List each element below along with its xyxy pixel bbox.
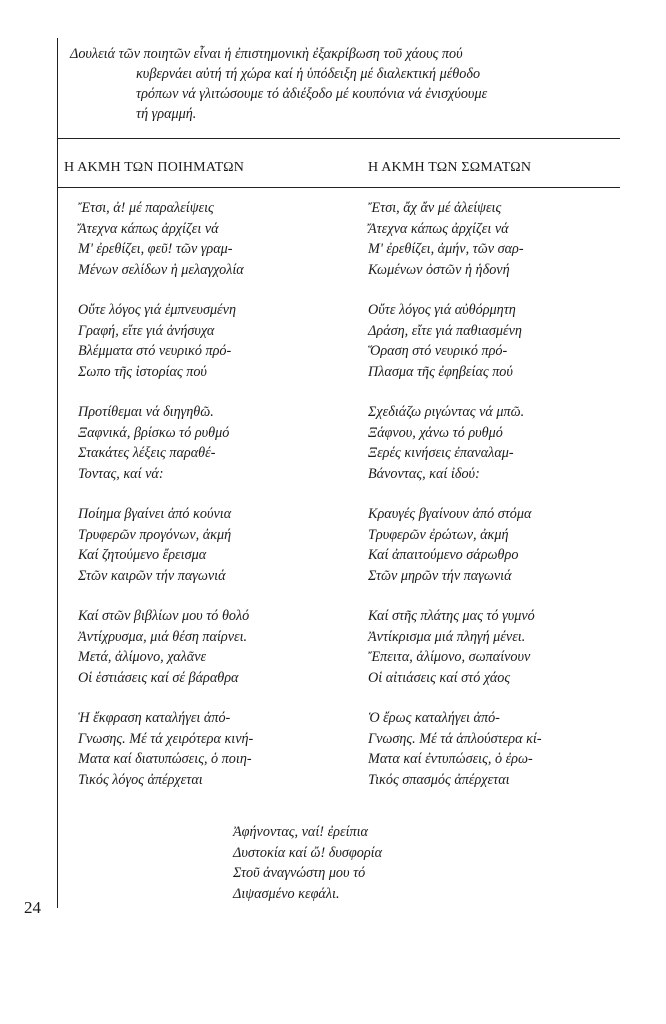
verse-line: Οὔτε λόγος γιά αὐθόρμητη	[368, 302, 516, 318]
verse-line: Καί στῶν βιβλίων μου τό θολό	[78, 608, 250, 624]
stanza	[368, 198, 638, 280]
stanza	[368, 300, 638, 382]
intro-line: κυβερνάει αὐτή τή χώρα καί ἡ ὑπόδειξη μέ διαλεκτική μέθοδο	[136, 66, 481, 82]
verse-line: Κωμένων ὀστῶν ἡ ἡδονή	[368, 261, 510, 278]
verse-line: Γραφή, εἴτε γιά ἀνήσυχα	[78, 322, 215, 339]
verse-line: Ματα καί διατυπώσεις, ὁ ποιη-	[78, 751, 252, 767]
header-rule-top	[57, 138, 620, 139]
verse-line: Κραυγές βγαίνουν ἀπό στόμα	[368, 506, 532, 522]
intro-paragraph	[70, 44, 620, 124]
verse-line: Ἀντίκρισμα μιά πληγή μένει.	[368, 628, 526, 645]
stanza	[368, 606, 638, 688]
verse-line: Ξάφνου, χάνω τό ρυθμό	[368, 424, 503, 441]
verse-line: Ἄτεχνα κάπως ἀρχίζει νά	[78, 220, 219, 237]
verse-line: Τοντας, καί νά:	[78, 465, 164, 482]
verse-line: Ὅραση στό νευρικό πρό-	[368, 343, 508, 359]
heading-left: Η ΑΚΜΗ ΤΩΝ ΠΟΙΗΜΑΤΩΝ	[64, 160, 245, 175]
verse-line: Καί ἀπαιτούμενο σάρωθρο	[368, 547, 519, 563]
verse-line: Μ' ἐρεθίζει, φεῦ! τῶν γραμ-	[78, 241, 233, 257]
page-number: 24	[24, 898, 41, 917]
verse-line: Στακάτες λέξεις παραθέ-	[78, 445, 216, 461]
verse-line: Πλασμα τῆς ἐφηβείας πού	[368, 363, 513, 380]
verse-line: Καί στῆς πλάτης μας τό γυμνό	[368, 608, 535, 624]
stanza	[78, 606, 348, 688]
stanza	[368, 504, 638, 586]
stanza	[368, 708, 638, 790]
poem-column-right	[368, 198, 638, 810]
verse-line: Ἄτεχνα κάπως ἀρχίζει νά	[368, 220, 509, 237]
verse-line: Βλέμματα στό νευρικό πρό-	[78, 343, 232, 359]
verse-line: Μένων σελίδων ἡ μελαγχολία	[78, 261, 244, 278]
stanza	[78, 300, 348, 382]
heading-right: Η ΑΚΜΗ ΤΩΝ ΣΩΜΑΤΩΝ	[368, 160, 532, 175]
verse-line: Ὁ ἔρως καταλήγει ἀπό-	[368, 710, 500, 726]
verse-line: Διψασμένο κεφάλι.	[233, 885, 340, 902]
verse-line: Γνωσης. Μέ τά χειρότερα κινή-	[78, 730, 254, 747]
intro-line: Δουλειά τῶν ποιητῶν εἶναι ἡ ἐπιστημονικὴ ἐξακρίβωση τοῦ χάους πού	[70, 46, 463, 62]
verse-line: Μ' ἐρεθίζει, ἀμήν, τῶν σαρ-	[368, 241, 524, 257]
verse-line: Ἀντίχρυσμα, μιά θέση παίρνει.	[78, 628, 248, 645]
verse-line: Ξερές κινήσεις ἐπαναλαμ-	[368, 445, 514, 461]
verse-line: Ποίημα βγαίνει ἀπό κούνια	[78, 506, 232, 522]
verse-line: Μετά, ἀλίμονο, χαλᾶνε	[78, 649, 207, 665]
verse-line: Ἔτσι, ἄχ ἄν μέ ἀλείψεις	[368, 200, 502, 216]
stanza	[78, 708, 348, 790]
verse-line: Σωπο τῆς ἱστορίας πού	[78, 363, 207, 380]
verse-line: Δράση, εἴτε γιά παθιασμένη	[368, 322, 522, 339]
left-margin-rule	[57, 38, 58, 908]
verse-line: Βάνοντας, καί ἰδού:	[368, 465, 480, 482]
verse-line: Τικός σπασμός ἀπέρχεται	[368, 771, 510, 788]
verse-line: Καί ζητούμενο ἔρεισμα	[78, 547, 207, 563]
stanza	[78, 198, 348, 280]
intro-line: τή γραμμή.	[136, 106, 197, 122]
verse-line: Στοῦ ἀναγνώστη μου τό	[233, 865, 366, 881]
verse-line: Τρυφερῶν ἐρώτων, ἀκμή	[368, 526, 509, 543]
verse-line: Ἀφήνοντας, ναί! ἐρείπια	[233, 824, 369, 840]
intro-line: τρόπων νά γλιτώσουμε τό ἀδιέξοδο μέ κουπόνια νά ἐνισχύουμε	[136, 86, 488, 102]
verse-line: Τικός λόγος ἀπέρχεται	[78, 771, 203, 788]
verse-line: Οὔτε λόγος γιά ἐμπνευσμένη	[78, 302, 236, 318]
verse-line: Προτίθεμαι νά διηγηθῶ.	[78, 404, 214, 420]
verse-line: Στῶν μηρῶν τήν παγωνιά	[368, 567, 512, 584]
verse-line: Ἡ ἔκφραση καταλήγει ἀπό-	[78, 710, 231, 726]
final-stanza	[233, 822, 382, 904]
verse-line: Οἱ αἰτιάσεις καί στό χάος	[368, 669, 511, 686]
verse-line: Ξαφνικά, βρίσκω τό ρυθμό	[78, 424, 230, 441]
header-rule-bottom	[57, 187, 620, 188]
verse-line: Ἔτσι, ἀ! μέ παραλείψεις	[78, 200, 214, 216]
stanza	[78, 504, 348, 586]
stanza	[78, 402, 348, 484]
verse-line: Ματα καί ἐντυπώσεις, ὁ ἐρω-	[368, 751, 533, 767]
verse-line: Γνωσης. Μέ τά ἁπλούστερα κί-	[368, 730, 542, 747]
verse-line: Σχεδιάζω ριγώντας νά μπῶ.	[368, 404, 525, 420]
verse-line: Τρυφερῶν προγόνων, ἀκμή	[78, 526, 232, 543]
stanza	[368, 402, 638, 484]
verse-line: Στῶν καιρῶν τήν παγωνιά	[78, 567, 226, 584]
verse-line: Ἔπειτα, ἀλίμονο, σωπαίνουν	[368, 649, 531, 665]
verse-line: Δυστοκία καί ὤ! δυσφορία	[233, 844, 383, 861]
poem-column-left	[78, 198, 348, 810]
verse-line: Οἱ ἑστιάσεις καί σέ βάραθρα	[78, 669, 239, 686]
